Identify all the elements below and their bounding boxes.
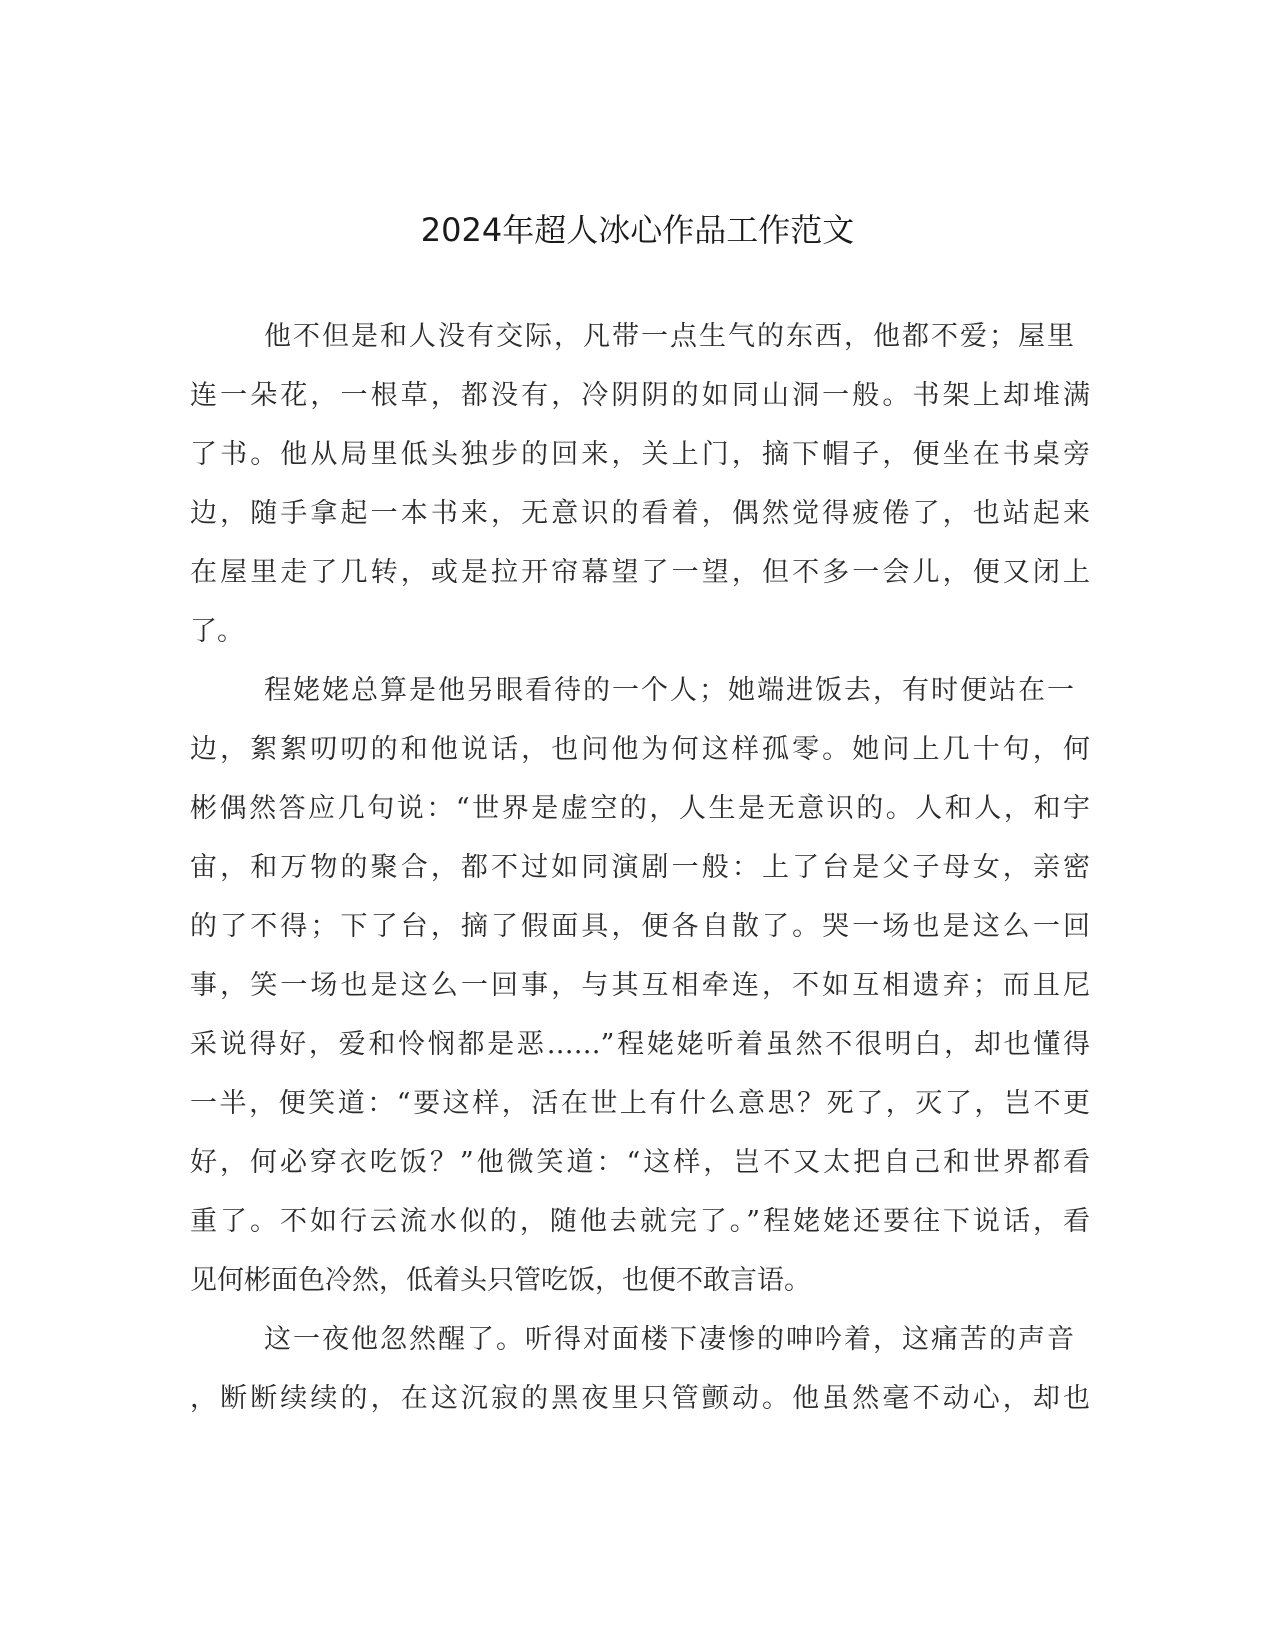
paragraph-3-line-1: 这一夜他忽然醒了。听得对面楼下凄惨的呻吟着，这痛苦的声音 (264, 1324, 1074, 1355)
paragraph-2-line-7: 采说得好，爱和怜悯都是恶……”程姥姥听着虽然不很明白，却也懂得 (190, 1029, 1090, 1060)
paragraph-2-line-1: 程姥姥总算是他另眼看待的一个人；她端进饭去，有时便站在一 (264, 675, 1074, 706)
document-title: 2024年超人冰心作品工作范文 (420, 211, 855, 249)
paragraph-2-line-2: 边，絮絮叨叨的和他说话，也问他为何这样孤零。她问上几十句，何 (190, 734, 1090, 765)
paragraph-2-line-6: 事，笑一场也是这么一回事，与其互相牵连，不如互相遗弃；而且尼 (190, 970, 1090, 1001)
paragraph-2-line-9: 好，何必穿衣吃饭？”他微笑道：“这样，岂不又太把自己和世界都看 (190, 1147, 1090, 1178)
paragraph-1-line-1: 他不但是和人没有交际，凡带一点生气的东西，他都不爱；屋里 (264, 321, 1074, 352)
paragraph-2-line-5: 的了不得；下了台，摘了假面具，便各自散了。哭一场也是这么一回 (190, 911, 1090, 942)
paragraph-1-line-5: 在屋里走了几转，或是拉开帘幕望了一望，但不多一会儿，便又闭上 (190, 557, 1090, 588)
paragraph-2-line-10: 重了。不如行云流水似的，随他去就完了。”程姥姥还要往下说话，看 (190, 1206, 1090, 1237)
paragraph-1-line-3: 了书。他从局里低头独步的回来，关上门，摘下帽子，便坐在书桌旁 (190, 439, 1090, 470)
paragraph-1-line-2: 连一朵花，一根草，都没有，冷阴阴的如同山洞一般。书架上却堆满 (190, 380, 1090, 411)
paragraph-2-line-8: 一半，便笑道：“要这样，活在世上有什么意思？死了，灭了，岂不更 (190, 1088, 1090, 1119)
paragraph-3-line-2: ，断断续续的，在这沉寂的黑夜里只管颤动。他虽然毫不动心，却也 (190, 1383, 1090, 1414)
paragraph-2-line-4: 宙，和万物的聚合，都不过如同演剧一般：上了台是父子母女，亲密 (190, 852, 1090, 883)
paragraph-1-line-6: 了。 (190, 616, 244, 647)
paragraph-2-line-11: 见何彬面色冷然，低着头只管吃饭，也便不敢言语。 (190, 1265, 811, 1296)
paragraph-1-line-4: 边，随手拿起一本书来，无意识的看着，偶然觉得疲倦了，也站起来 (190, 498, 1090, 529)
paragraph-2-line-3: 彬偶然答应几句说：“世界是虚空的，人生是无意识的。人和人，和宇 (190, 793, 1090, 824)
